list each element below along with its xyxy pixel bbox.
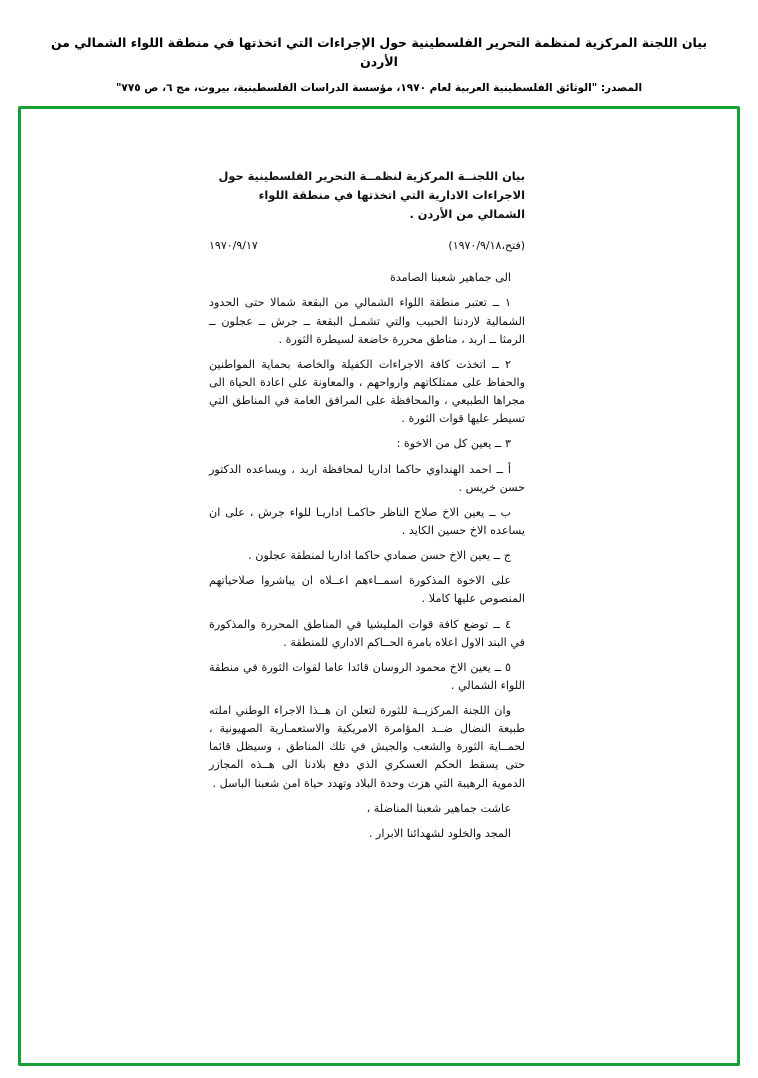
paragraph-item-4: ٤ ــ توضع كافة قوات المليشيا في المناطق المحررة والمذكورة في البند الاول اعلاه بامرة الحــاكم الاداري للمنطقة . bbox=[209, 617, 525, 649]
paragraph-item-3: ٣ ــ يعين كل من الاخوة : bbox=[396, 437, 511, 451]
closing-line-2: المجد والخلود لشهدائنا الابرار . bbox=[368, 826, 511, 840]
document-heading: بيان اللجنــة المركزية لنظمــة التحرير الفلسطينية حول الاجراءات الادارية التي اتخذتها في منطقة اللواء الشمالي من الأردن . bbox=[218, 169, 525, 221]
document-scan-area bbox=[21, 109, 737, 1063]
source-citation: المصدر: "الوثائق الفلسطينية العربية لعام ١٩٧٠، مؤسسة الدراسات الفلسطينية، بيروت، مج ٦، ص ٧٧٥" bbox=[115, 81, 643, 94]
page-title: بيان اللجنة المركزية لمنظمة التحرير الفلسطينية حول الإجراءات التي اتخذتها في منطقة اللواء الشمالي من الأردن bbox=[50, 35, 708, 69]
paragraph-item-3b: ب ــ يعين الاخ صلاح الناظر حاكمـا اداريـا للواء جرش ، على ان يساعده الاخ حسين الكايد . bbox=[209, 505, 525, 537]
paragraph-item-3a: أ ــ احمد الهنداوي حاكما اداريا لمحافظة اربد ، ويساعده الدكتور حسن خريس . bbox=[209, 462, 525, 494]
paragraph-salutation: الى جماهير شعبنا الصامدة bbox=[389, 271, 511, 285]
date-row bbox=[209, 237, 525, 255]
paragraph-item-5: ٥ ــ يعين الاخ محمود الروسان قائدا عاما لقوات الثورة في منطقة اللواء الشمالي . bbox=[209, 660, 525, 692]
bottom-spacer bbox=[209, 844, 525, 984]
date-issued: ١٩٧٠/٩/١٧ bbox=[209, 239, 258, 253]
paragraph-item-2: ٢ ــ اتخذت كافة الاجراءات الكفيلة والخاصة بحماية المواطنين والحفاظ على ممتلكاتهم وارواحهم ، والمعاونة على اعادة الحياة الى مجراها الطبيعي ، والمحافظة على المرافق العامة في المناطق التي تسيطر عليها قوات الثورة . bbox=[209, 357, 525, 426]
paragraph-item-3-note: على الاخوة المذكورة اسمــاءهم اعــلاه ان يباشروا صلاحياتهم المنصوص عليها كاملا . bbox=[209, 574, 525, 606]
page-header bbox=[0, 0, 758, 94]
date-source: (فتح،١٩٧٠/٩/١٨) bbox=[448, 239, 525, 253]
document-frame bbox=[18, 106, 740, 1066]
paragraph-declaration: وان اللجنة المركزيــة للثورة لتعلن ان هــذا الاجراء الوطني املته طبيعة النضال ضــد المؤامرة الامريكية والاستعمـارية الصهيونية ، لحمــاية الثورة والشعب والجيش في تلك المناطق ، وسيظل قائما حتى يسقط الحكم العسكري الذي دفع بلادنا الى هــذه المجازر الدموية الرهيبة التي هزت وحدة البلاد وتهدد حياة امن شعبنا الباسل . bbox=[209, 704, 525, 790]
document-text-column bbox=[209, 167, 525, 984]
closing-line-1: عاشت جماهير شعبنا المناضلة ، bbox=[366, 801, 511, 815]
paragraph-item-1: ١ ــ تعتبر منطقة اللواء الشمالي من البقعة شمالا حتى الحدود الشمالية لاردننا الحبيب والتي تشمـل البقعة ــ جرش ــ عجلون ــ الرمثا ــ اربد ، مناطق محررة خاضعة لسيطرة الثورة . bbox=[209, 296, 525, 346]
paragraph-item-3c: ج ــ يعين الاخ حسن صمادي حاكما اداريا لمنطقة عجلون . bbox=[248, 549, 511, 563]
